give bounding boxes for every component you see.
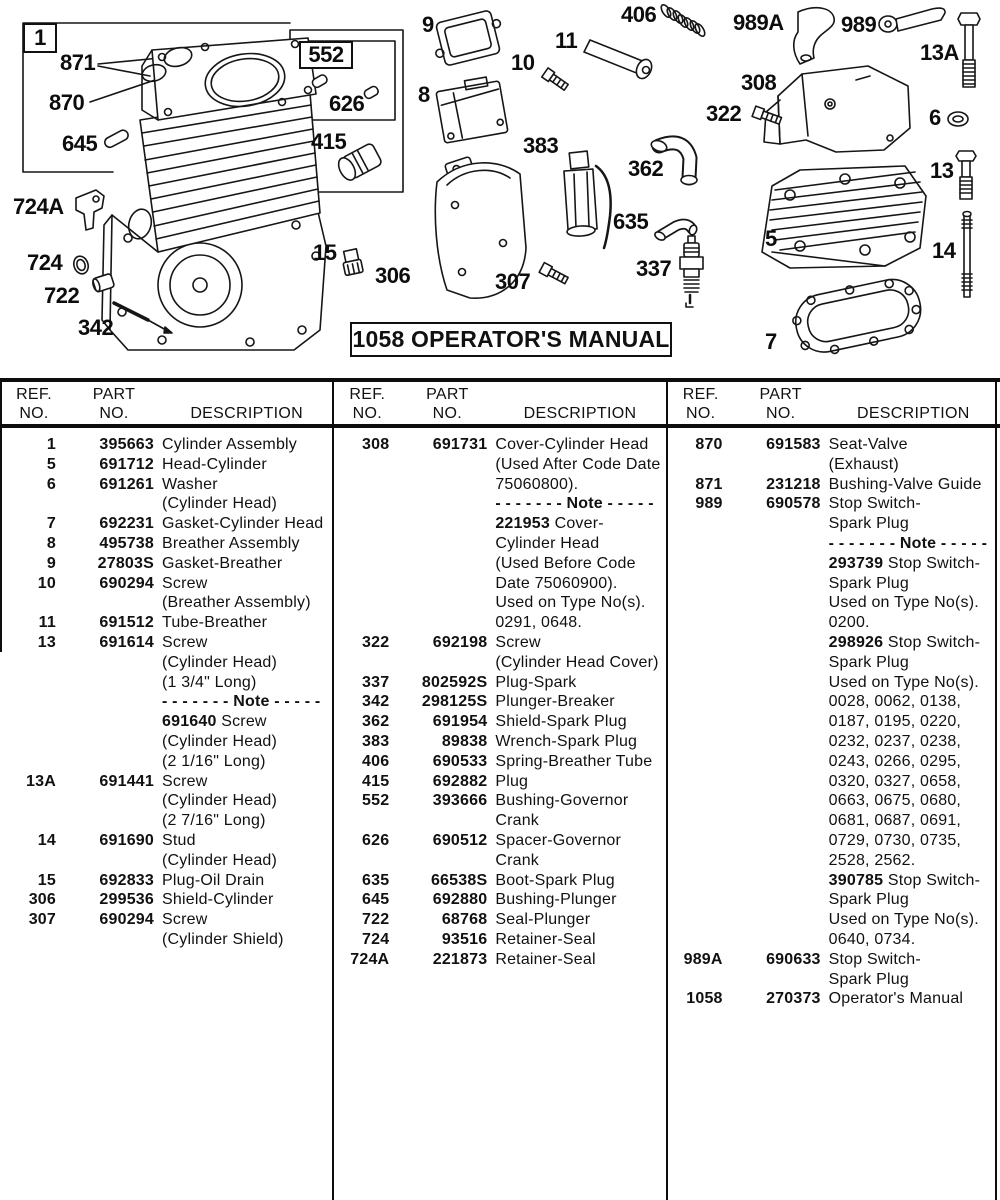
table-row: 322 692198 Screw: [362, 633, 541, 651]
table-row: (Breather Assembly): [162, 594, 311, 612]
table-column-2: [333, 382, 666, 1009]
gasket-breather-drawing: [429, 8, 508, 68]
callout-722: 722: [44, 283, 80, 308]
table-row: 0291, 0648.: [495, 614, 583, 632]
table-row: 0320, 0327, 0658,: [828, 772, 962, 790]
washer-drawing: [948, 112, 968, 126]
table-row: (Cylinder Shield): [162, 930, 284, 948]
table-row: 415 692882 Plug: [362, 772, 529, 790]
table-row: 11 691512 Tube-Breather: [38, 614, 268, 632]
table-row: 10 690294 Screw: [37, 574, 208, 592]
table-row: 635 66538S Boot-Spark Plug: [362, 871, 615, 889]
callout-724: 724: [27, 250, 63, 275]
table-row: 0640, 0734.: [828, 930, 916, 948]
callout-14: 14: [932, 238, 956, 263]
retainer-seal-724-drawing: [72, 254, 91, 275]
callout-989A: 989A: [733, 10, 784, 35]
callout-724A: 724A: [13, 194, 64, 219]
table-row: 362 691954 Shield-Spark Plug: [362, 713, 627, 731]
callout-308: 308: [741, 70, 777, 95]
table-row: 724 93516 Retainer-Seal: [362, 930, 596, 948]
table-row: (Cylinder Head): [162, 851, 278, 869]
callout-13A: 13A: [920, 40, 959, 65]
table-row: 8 495738 Breather Assembly: [46, 534, 300, 552]
table-row: 75060800).: [495, 475, 579, 493]
callout-383: 383: [523, 133, 559, 158]
table-row: 13A 691441 Screw: [26, 772, 208, 790]
table-row: 552 393666 Bushing-Governor: [362, 792, 629, 810]
bolt-13a-drawing: [958, 13, 980, 87]
table-row: Spark Plug: [828, 653, 909, 671]
table-row: (Cylinder Head): [162, 792, 278, 810]
table-row: (Cylinder Head): [162, 732, 278, 750]
table-row: 871 231218 Bushing-Valve Guide: [695, 475, 982, 493]
callout-552: 552: [299, 41, 353, 69]
table-column-3: [667, 382, 1000, 1009]
table-column-body: [333, 423, 666, 970]
wrench-spark-plug-drawing: [564, 151, 611, 248]
gasket-cylinder-head-drawing: [788, 272, 926, 360]
table-row: Used on Type No(s).: [828, 594, 979, 612]
callout-9: 9: [422, 12, 434, 37]
table-row: 306 299536 Shield-Cylinder: [28, 891, 274, 909]
table-row: 1058 270373 Operator's Manual: [686, 990, 964, 1008]
table-row: 406 690533 Spring-Breather Tube: [362, 752, 653, 770]
table-row: 307 690294 Screw: [28, 911, 208, 929]
table-column-header: REF. NO. PART NO. DESCRIPTION: [349, 386, 637, 422]
table-row: 691640 Screw: [162, 713, 267, 731]
callout-342: 342: [78, 315, 114, 340]
callout-645: 645: [62, 131, 98, 156]
table-row: 390785 Stop Switch-: [828, 871, 981, 889]
callout-306: 306: [375, 263, 411, 288]
callout-415: 415: [311, 129, 347, 154]
callout-337: 337: [636, 256, 672, 281]
spark-plug-drawing: [680, 236, 703, 307]
callout-406: 406: [621, 2, 657, 27]
table-row: 722 68768 Seal-Plunger: [362, 911, 591, 929]
table-column-header: REF. NO. PART NO. DESCRIPTION: [682, 386, 970, 422]
tube-breather-drawing: [584, 40, 655, 81]
table-row: 0663, 0675, 0680,: [828, 792, 962, 810]
table-row: Crank: [495, 812, 540, 830]
callout-626: 626: [329, 91, 365, 116]
callout-15: 15: [313, 240, 337, 265]
table-row: 15 692833 Plug-Oil Drain: [37, 871, 265, 889]
table-row: (Used Before Code: [495, 554, 636, 572]
table-row: 0187, 0195, 0220,: [828, 713, 962, 731]
table-row: 221953 Cover-: [495, 515, 604, 533]
table-row: 0681, 0687, 0691,: [828, 812, 962, 830]
table-row: (2 7/16" Long): [162, 812, 266, 830]
screw-cover-drawing: [752, 106, 782, 126]
callout-870: 870: [49, 90, 85, 115]
callout-8: 8: [418, 82, 430, 107]
callout-362: 362: [628, 156, 664, 181]
cylinder-assembly-drawing: [102, 38, 326, 350]
callout-10: 10: [511, 50, 535, 75]
callout-871: 871: [60, 50, 96, 75]
table-row: 0200.: [828, 614, 870, 632]
table-row: 7 692231 Gasket-Cylinder Head: [46, 515, 324, 533]
table-row: 645 692880 Bushing-Plunger: [362, 891, 617, 909]
operators-manual-box: [350, 322, 672, 357]
table-row: - - - - - - - Note - - - - -: [495, 495, 654, 513]
table-row: (Cylinder Head): [162, 653, 278, 671]
callout-1: 1: [23, 23, 57, 53]
parts-diagram: [0, 0, 1000, 378]
stop-switch-989-drawing: [879, 8, 945, 32]
table-row: Spark Plug: [828, 515, 909, 533]
table-row: 989A 690633 Stop Switch-: [683, 950, 921, 968]
table-row: (1 3/4" Long): [162, 673, 257, 691]
retainer-seal-724a-drawing: [76, 190, 104, 230]
head-cylinder-drawing: [762, 166, 926, 268]
table-row: 724A 221873 Retainer-Seal: [350, 950, 596, 968]
table-row: 13 691614 Screw: [37, 633, 208, 651]
table-column-body: [0, 423, 333, 950]
callout-635: 635: [613, 209, 649, 234]
table-row: 293739 Stop Switch-: [828, 554, 981, 572]
callout-11: 11: [555, 28, 578, 53]
table-row: Used on Type No(s).: [828, 911, 979, 929]
table-row: 0232, 0237, 0238,: [828, 732, 962, 750]
bolt-13-drawing: [956, 151, 976, 199]
table-row: (Cylinder Head Cover): [495, 653, 659, 671]
plug-oil-drain-drawing: [341, 248, 364, 275]
table-row: 870 691583 Seat-Valve: [695, 436, 908, 453]
table-row: 298926 Stop Switch-: [828, 633, 981, 651]
breather-assembly-drawing: [435, 75, 508, 143]
table-column-body: [667, 423, 1000, 1009]
bushing-plunger-drawing: [103, 128, 130, 149]
table-row: 1 395663 Cylinder Assembly: [46, 436, 298, 453]
table-row: 5 691712 Head-Cylinder: [46, 455, 267, 473]
table-row: Spark Plug: [828, 891, 909, 909]
table-row: (Used After Code Date: [495, 455, 661, 473]
table-row: 337 802592S Plug-Spark: [362, 673, 577, 691]
table-row: 14 691690 Stud: [37, 831, 196, 849]
table-row: Crank: [495, 851, 540, 869]
table-row: (Cylinder Head): [162, 495, 278, 513]
callout-322: 322: [706, 101, 742, 126]
table-row: - - - - - - - Note - - - - -: [162, 693, 321, 711]
callout-307: 307: [495, 269, 531, 294]
table-row: 308 691731 Cover-Cylinder Head: [362, 436, 649, 453]
table-row: 383 89838 Wrench-Spark Plug: [362, 732, 638, 750]
table-column-header: REF. NO. PART NO. DESCRIPTION: [16, 386, 303, 422]
stop-switch-989a-drawing: [794, 8, 835, 64]
table-row: 6 691261 Washer: [46, 475, 218, 493]
table-row: 2528, 2562.: [828, 851, 916, 869]
leader-870: [90, 79, 158, 102]
table-columns: [0, 382, 1000, 1009]
table-row: Spark Plug: [828, 970, 909, 988]
callout-6: 6: [929, 105, 941, 130]
callout-13: 13: [930, 158, 954, 183]
table-row: 989 690578 Stop Switch-: [695, 495, 921, 513]
table-row: 9 27803S Gasket-Breather: [46, 554, 283, 572]
parts-table: [0, 378, 1000, 1200]
stud-drawing: [962, 212, 972, 298]
table-row: Cylinder Head: [495, 534, 600, 552]
table-row: 626 690512 Spacer-Governor: [362, 831, 622, 849]
table-column-1: [0, 382, 333, 1009]
table-row: Spark Plug: [828, 574, 909, 592]
table-row: Used on Type No(s).: [495, 594, 646, 612]
screw-shield-drawing: [539, 263, 569, 286]
screw-breather-drawing: [542, 68, 570, 92]
table-row: 0028, 0062, 0138,: [828, 693, 962, 711]
spring-breather-drawing: [659, 3, 706, 38]
table-row: - - - - - - - Note - - - - -: [828, 534, 988, 552]
operators-manual-label: 1058 OPERATOR'S MANUAL: [352, 326, 670, 352]
callout-989: 989: [841, 12, 877, 37]
table-row: 0729, 0730, 0735,: [828, 831, 962, 849]
cover-cylinder-head-drawing: [764, 66, 910, 152]
table-row: Used on Type No(s).: [828, 673, 979, 691]
callout-5: 5: [765, 226, 777, 251]
table-row: (2 1/16" Long): [162, 752, 266, 770]
table-row: 342 298125S Plunger-Breaker: [362, 693, 615, 711]
table-row: 0243, 0266, 0295,: [828, 752, 962, 770]
table-row: (Exhaust): [828, 455, 899, 473]
table-row: Date 75060900).: [495, 574, 618, 592]
spacer-governor-drawing: [363, 85, 380, 100]
callout-7: 7: [765, 329, 777, 354]
